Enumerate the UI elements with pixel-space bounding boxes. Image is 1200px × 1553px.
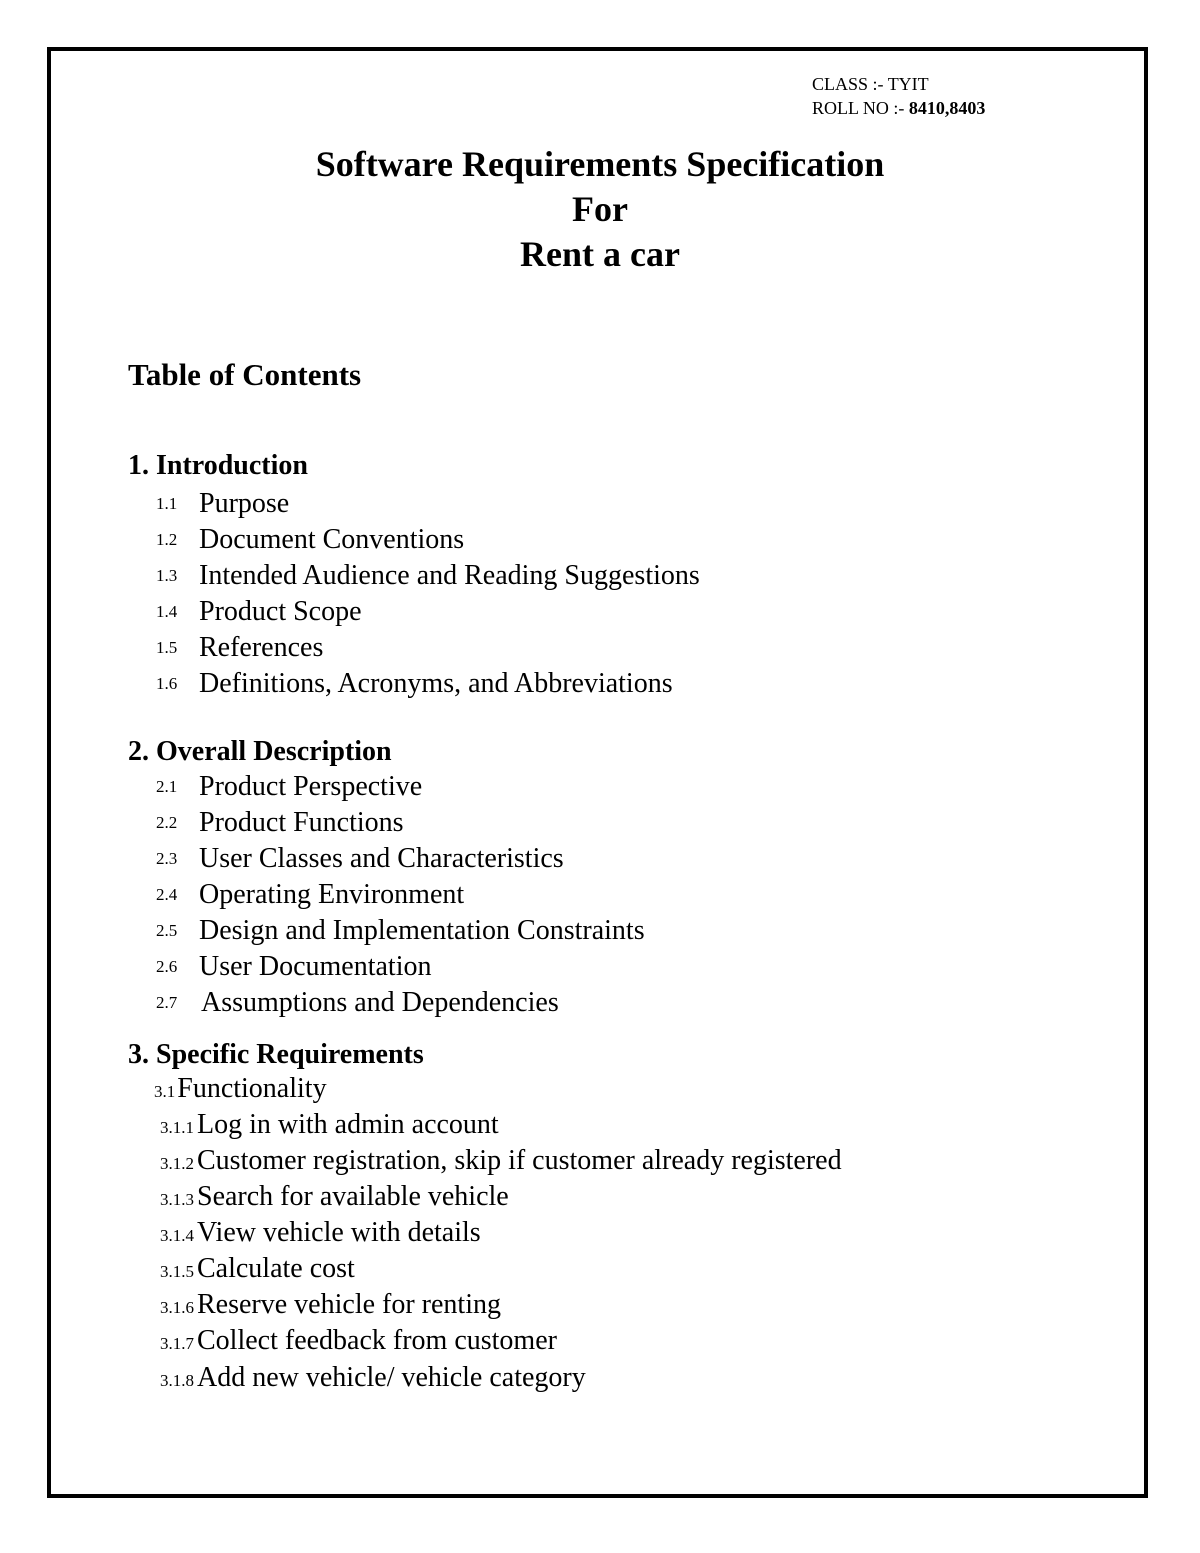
toc-item-label: Intended Audience and Reading Suggestions	[199, 560, 700, 591]
class-line: CLASS :- TYIT	[812, 74, 929, 94]
toc-item-label: Document Conventions	[199, 524, 465, 555]
section-heading-overall-description: 2. Overall Description	[128, 736, 392, 767]
roll-value: 8410,8403	[908, 98, 986, 118]
toc-item: 3.1.6 Reserve vehicle for renting	[160, 1289, 501, 1320]
toc-item-label: Design and Implementation Constraints	[199, 915, 645, 946]
toc-item-label: Definitions, Acronyms, and Abbreviations	[199, 668, 673, 699]
roll-line	[812, 96, 985, 120]
title-line-3: Rent a car	[520, 234, 680, 274]
toc-item: 3.1.1 Log in with admin account	[160, 1109, 499, 1140]
toc-item-label: Product Perspective	[199, 771, 423, 802]
toc-item-num: 1.4	[156, 602, 178, 621]
toc-item-num: 2.7	[156, 993, 178, 1012]
title-line-2: For	[572, 189, 628, 229]
toc-item-label: Assumptions and Dependencies	[201, 987, 559, 1018]
toc-item-label: User Classes and Characteristics	[199, 843, 564, 874]
toc-item-label: User Documentation	[199, 951, 432, 982]
section-heading-specific-requirements: 3. Specific Requirements	[128, 1039, 424, 1070]
toc-item-num: 1.2	[156, 530, 178, 549]
toc-item-num: 2.4	[156, 885, 178, 904]
toc-item-num: 2.6	[156, 957, 178, 976]
toc-item: 3.1Functionality	[154, 1073, 327, 1104]
toc-item: 3.1.2 Customer registration, skip if customer already registered	[160, 1145, 842, 1176]
student-info	[812, 72, 985, 120]
toc-item: 3.1.8 Add new vehicle/ vehicle category	[160, 1362, 586, 1393]
toc-item-num: 2.3	[156, 849, 178, 868]
title-line-1: Software Requirements Specification	[315, 144, 885, 184]
toc-item: 3.1.7 Collect feedback from customer	[160, 1325, 557, 1356]
toc-heading: Table of Contents	[128, 357, 362, 392]
toc-item-num: 2.2	[156, 813, 178, 832]
toc-item-label: Product Scope	[199, 596, 362, 627]
toc-item-label: Operating Environment	[199, 879, 465, 910]
toc-item-num: 1.6	[156, 674, 178, 693]
toc-item: 3.1.3 Search for available vehicle	[160, 1181, 509, 1212]
toc-item-label: References	[199, 632, 324, 663]
toc-item-num: 1.3	[156, 566, 178, 585]
document-title	[0, 142, 1200, 277]
toc-item-label: Purpose	[199, 488, 290, 519]
toc-item-num: 2.5	[156, 921, 178, 940]
toc-item-num: 2.1	[156, 777, 178, 796]
section-heading-introduction: 1. Introduction	[128, 450, 308, 481]
roll-label: ROLL NO :-	[812, 98, 909, 118]
toc-item: 3.1.4 View vehicle with details	[160, 1217, 481, 1248]
toc-item-num: 1.5	[156, 638, 178, 657]
toc-item: 3.1.5 Calculate cost	[160, 1253, 355, 1284]
toc-item-label: Product Functions	[199, 807, 404, 838]
toc-item-num: 1.1	[156, 494, 178, 513]
